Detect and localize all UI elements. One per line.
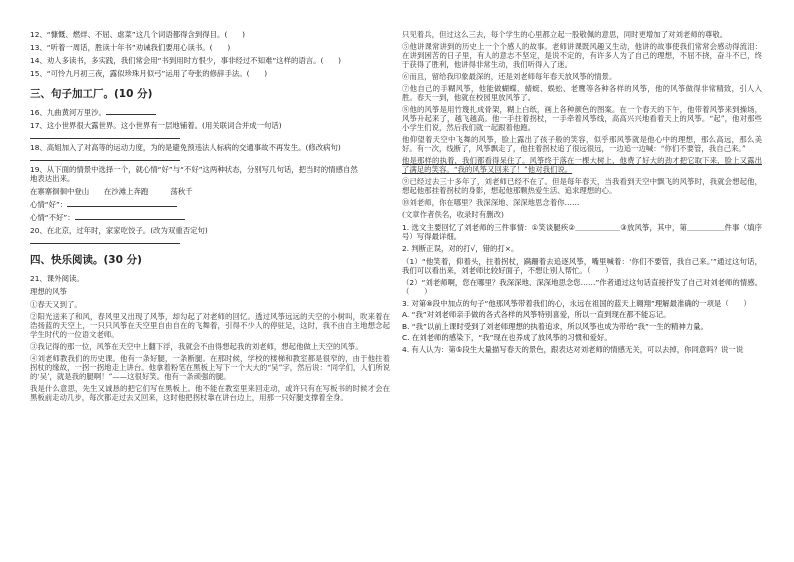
mood-bad-answer[interactable] [75,219,185,220]
mood-good-row: 心情“好”： [30,200,390,209]
passage-para-4: ④刘老师教我们的历史课。他有一条好腿，一条断腿。在那时候，学校的楼梯和教室都是很窄的，由于他拄着拐杖的缘故，一拐一拐地走上讲台。他拿着粉笔在黑板上写下一个大大的“吴”字，然后说：“同学们，人们所说的‘吴’，就是我的腿啊！”——这很好笑。他有一条顽强的腿。 [30,353,390,382]
passage-para-r7: ⑦他自己的手糊风筝，他能做蝴蝶、蜻蜓、蜈蚣、老鹰等各种各样的风筝，他的风筝做得非常精致，引人入胜。春天一到，他就在校园里放风筝了。 [402,83,762,102]
answer-question-2-1: （1）“他笑着，仰着头，拄着拐杖，蹒跚着去追逐风筝，嘴里喊着：‘你们不要管，我自己来。’”通过这句话，我们可以看出来，刘老师比较好面子，不想让别人帮忙。（ ） [402,256,762,275]
passage-para-r9: ⑨已经过去三十多年了，刘老师已经不在了。但是每年春天，当我看到天空中飘飞的风筝时，我就会想起他，想起他那挂着拐杖的身影，想起他那颗热爱生活、追求理想的心。 [402,177,762,196]
passage-title: 理想的风筝 [30,287,67,296]
passage-para-r6: ⑥而且，留给我印象最深的，还是刘老师每年春天放风筝的情景。 [402,72,617,81]
question-20: 20、在北京，过年时，家家吃饺子。(改为双重否定句) [30,226,208,235]
answer-question-2: 2. 判断正误，对的打√，错的打×。 [402,243,519,253]
passage-cont-1: 只见着兵，但过这么三去，每个学生的心里都立起一股敬佩的意思，同时更增加了对刘老师的尊敬。 [402,30,728,39]
question-12: 12、“慷慨、燃烊、不屈、虐菜”这几个词语都得含到得目。( ) [30,30,245,39]
question-18: 18、高姐加入了对高等的运动力度，为的是避免预违法人标病的交通事故不再发生。(修改病句) [30,143,341,152]
question-14: 14、劝人多读书，多实践，我们常会用“书到用时方恨少，事非经过不知难”这样的语言。( ) [30,56,342,65]
passage-para-3: ③我记得的那一位，风筝在天空中上翻下浮，我就会不由得想起我的刘老师，想起他做上天空的风筝。 [30,342,363,351]
passage-key-sentence: 他是那样的执着，我们都看得呆住了。风筝终于落在一棵大树上，他费了好大的劲才把它取下来，脸上又露出了满足的笑容。“我的风筝又回来了！”他对我们说。 [402,156,762,175]
answer-question-3: 3. 对第⑧段中加点的句子“他那风筝带着我们的心，永远在祖国的蓝天上翱翔”理解最准确的一项是（ ） [402,298,751,308]
passage-source: (文章作者佚名，收录时有删改) [402,209,504,219]
answer-question-4: 4. 有人认为：第⑤段生大量描写春天的景色，跟表达对刘老师的情感无关，可以去掉，你同意吗？说一说 [402,344,744,354]
mood-good-answer[interactable] [67,206,177,207]
passage-para-r5: ⑤他讲课常讲到的历史上一个个感人的故事。老师讲课既风趣又生动，他讲的故事使我们常常会感动得流泪：在讲到困苦的日子里，有人的意志不坚定，是说不定的，有许多人为了自己的理想，不屈不挠，奋斗不已，终于获得了胜利，他讲得非常生动，我们听得入了迷。 [402,41,762,70]
left-column [30,30,390,405]
passage-para-5: 我是什么意思，先生又诚恳的把它们写在黑板上。他不能在教室里来回走动，或许只有在写板书的时候才会在黑板前走动几步，每次都走过去又回来，这时他把拐杖靠在讲台边上，用那一只好腿支撑着全身。 [30,384,390,403]
question-15: 15、“可怜九月初三夜，露似珍珠月似弓”运用了夸张的修辞手法。( ) [30,69,268,78]
passage-para-r8: ⑧他的风筝是用竹篾扎成骨架，糊上白纸，画上各种颜色的图案。在一个春天的下午，他带着风筝来到操场，风筝升起来了，越飞越高。他一手拄着拐杖，一手牵着风筝线，高高兴兴地看着天上的风筝。“起”，他对那些小学生们说，然后我们就一起跟着他跑。 [402,104,762,133]
passage-para-r8b: 他仰望着天空中飞舞的风筝，脸上露出了孩子般的笑容，似乎那风筝就是他心中的理想，那么高远，那么美好。有一次，线断了，风筝飘走了，他拄着拐杖追了很远很远，一边追一边喊：“你们不要管，我自己来。” [402,135,762,154]
right-column [402,30,762,357]
question-13: 13、“听着一周话，胜读十年书”劝诫我们要用心读书。( ) [30,43,231,52]
passage-para-2: ②阳光送来了和风，春风里又出现了风筝，却勾起了对老师的回忆。透过风筝远远的天空的小树叫，吹来着在浩扬蓝的天空上，一只只风筝在天空里自由自在的飞舞着，引得不少人的停驻足，这时，我不由自主地想念起学生时代的一位语文老师。 [30,311,390,340]
section-3-heading: 三、句子加工厂。(10 分) [30,88,153,100]
question-21: 21、课外阅读。 [30,274,84,283]
question-19-options: 在寨寨徊徊中登山 在沙滩上奔跑 荡秋千 [30,187,193,196]
question-19-line2: 地表达出来。 [30,174,75,183]
section-4-heading: 四、快乐阅读。(30 分) [30,254,142,266]
option-c[interactable]: C. 在刘老师的感染下，“我”现在也养成了放风筝的习惯和爱好。 [402,333,612,343]
question-19-line1: 19、从下面的情景中选择一个，就心情“好”与“不好”这两种状态，分别写几句话，把当时的情感自然 [30,165,358,174]
passage-para-r10: ⑩刘老师，你在哪里？我深深地、深深地思念着你…… [402,198,580,207]
answer-line-20[interactable] [30,243,180,244]
question-17: 17、这小世界很大露世界。这小世界有一层地铺着。(用关联词合并成一句话) [30,121,282,130]
option-b[interactable]: B. “我”以前上课时受到了刘老师理想的执着追求，所以风筝也成为带给“我”一生的精神力量。 [402,321,708,331]
mood-bad-row: 心情“不好”： [30,213,390,222]
option-a[interactable]: A. “我”对刘老师亲手做的各式各样的风筝特别喜爱，所以一直到现在都不能忘记。 [402,310,671,320]
passage-para-1: ①春天又到了。 [30,300,82,309]
answer-question-1: 1. 选文主要回忆了刘老师的三件事情：①笑谈腿疾②＿＿＿＿＿＿③放风筝，其中，第＿＿＿＿＿件事（填序号）写得最详细。 [402,222,762,241]
answer-question-2-2: （2）“刘老师啊，您在哪里？我深深地、深深地思念您……”作者通过这句话直接抒发了自己对刘老师的情感。（ ） [402,277,762,296]
question-16: 16、九曲黄河万里沙。 [30,108,390,117]
